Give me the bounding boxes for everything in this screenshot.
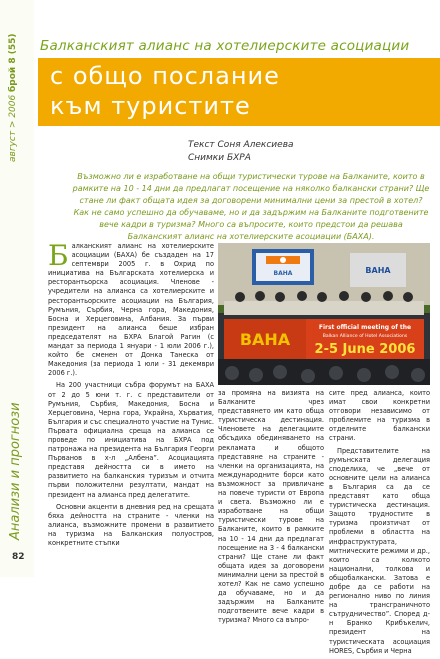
presidium-table (224, 301, 424, 315)
svg-text:BAHA: BAHA (365, 266, 391, 275)
svg-text:Balkan Alliance of Hotel Assoc: Balkan Alliance of Hotel Associations (322, 334, 408, 339)
lead-paragraph: Възможно ли е изработване на общи туристически турове на Балканите, които в рамките на 10 - 14 дни да предлагат посещение на няколко балкански страни? Ще стане ли факт общата идея за договорени минимални цени за престой в хотел? Как не само успешно да обучаваме, но и да задържим на Балканите подготвените вече кадри в туризма? Много са въпросите, които предстои да решава Балканският алианс на хотелиерските асоциации (БАХА). (72, 172, 430, 241)
conference-scene (218, 243, 430, 385)
delegates (235, 291, 413, 302)
sun-logo-icon (280, 257, 286, 263)
title-banner (38, 58, 440, 126)
screen-brand: BAHA (273, 270, 293, 277)
title-line-2: към туристите (50, 92, 251, 120)
paragraph: Представителите на румънската делегация споделиха, че „вече от основните цели на алианса в България са да се представят като обща туристическа дестинация. Защото трудностите в туризма произтичат от проблеми в областта на инфраструктурата, митническите режими и др., които са колкото национални, толкова и общобалкански. Затова е добре да се работи на регионално ниво по линия на трансграничното сътрудничество”. Според д-н Бранко Крибъкелич, президент на туристическата асоциация HORES, Сърбия и Черна (329, 446, 430, 655)
paragraph: Основни акценти в дневния ред на срещата бяха дейността на страните - членки на алианса, възможните промени в развитието на туризма на Балканския полуостров, конкретните стъпки (48, 502, 214, 547)
svg-text:BAHA: BAHA (239, 330, 291, 349)
issue-date: август > 2006 (8, 94, 18, 162)
body-column-3 (329, 389, 430, 659)
body-column-1 (48, 239, 214, 551)
svg-text:First official meeting of the: First official meeting of the (318, 324, 412, 331)
sidebar-strip (0, 0, 34, 577)
title-line-1: с общо послание (50, 62, 280, 90)
conference-photo (218, 243, 430, 385)
issue-number: брой 8 (55) (8, 33, 18, 92)
svg-text:2-5 June 2006: 2-5 June 2006 (314, 342, 416, 357)
byline-photos: Снимки БХРА (188, 153, 251, 163)
paragraph: На 200 участници събра форумът на БАХА от 2 до 5 юни т. г. с представители от Румъния, Сърбия, Македония, Босна и Херцеговина, Черна гора, Украйна, Хърватия, България и със специалното участие на Тунис. Първата официална среща на алианса се проведе по инициатива на БХРА под патронажа на президента на България Георги Първанов в х-л „Албена”. Асоциацията представя дейността си в името на развитието на балканския туризъм и отчита първи положителни резултати, мандат на президент на алианса пред делегатите. (48, 381, 214, 499)
page-number: 82 (12, 552, 25, 562)
paragraph: сите пред алианса, които имат свои конкретни отговори независимо от проблемите на туризма в отделните балкански страни. (329, 389, 430, 443)
paragraph: Балканският алианс на хотелиерските асоциации (БАХА) бе създаден на 17 септември 2005 г. в Охрид по инициатива на Българската хотелиерска и ресторантьорска асоциация. Членове - учредители на алианса са хотелиерските и ресторантьорските асоциации на България, Румъния, Сърбия, Черна гора, Македония, Босна и Херцеговина, Албания. За първи президент на алианса беше избран председателят на БХРА Благой Рагин (с мандат за периода 1 януари - 1 юли 2006 г.), който бе сменен от Донка Танеска от Македония (за периода 1 юли - 31 декември 2006 г.). (48, 239, 214, 378)
paragraph: за промяна на визията на Балканите чрез представянето им като обща туристическа дестинация. Членовете на делегациите обсъдиха обединяването на рекламата и общото представяне на страните - членки на организацията, на международните борси като възможност за привличане на повече туристи от Европа и света. Възможно ли е изработване на общи туристически турове на Балканите, които в рамките на 10 - 14 дни да предлагат посещение на 3 - 4 балкански страни? Ще стане ли факт общата идея за договорени минимални цени за престой в хотел? Как не само успешно да обучаваме, но и да задържим на Балканите подготвените вече кадри в туризма? Много са въпро- (218, 389, 324, 625)
byline-author: Текст Соня Алексиева (188, 140, 294, 150)
body-column-2 (218, 389, 324, 628)
drop-cap: Б (48, 239, 69, 272)
section-label: Анализи и прогнози (8, 402, 23, 540)
article-supertitle: Балканският алианс на хотелиерските асоциации (40, 38, 410, 54)
